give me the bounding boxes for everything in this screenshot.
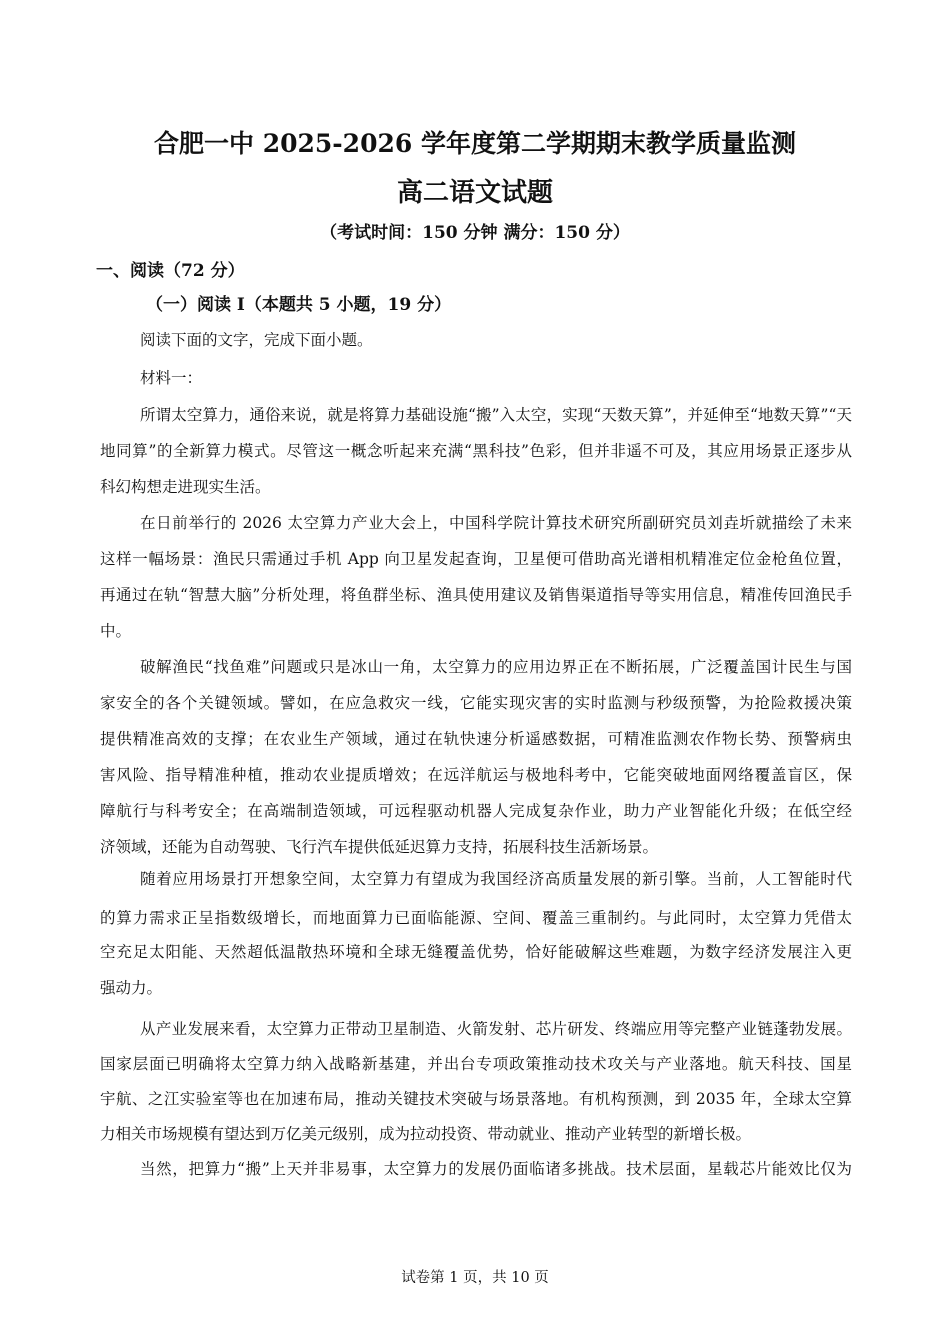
- paragraph-line: 当然，把算力“搬”上天并非易事，太空算力的发展仍面临诸多挑战。技术层面，星载芯片能效比仅为: [140, 1160, 852, 1178]
- paragraph-line: 提供精准高效的支撑；在农业生产领域，通过在轨快速分析遥感数据，可精准监测农作物长势、预警病虫: [100, 730, 852, 748]
- section-heading: 一、阅读（72 分）: [96, 261, 245, 281]
- material-label: 材料一：: [140, 369, 203, 387]
- exam-subtitle: 高二语文试题: [396, 178, 553, 208]
- paragraph-line: 中。: [100, 622, 132, 640]
- exam-info: （考试时间：150 分钟 满分：150 分）: [320, 223, 630, 243]
- paragraph-line: 破解渔民“找鱼难”问题或只是冰山一角，太空算力的应用边界正在不断拓展，广泛覆盖国计民生与国: [140, 658, 852, 676]
- paragraph-line: 这样一幅场景：渔民只需通过手机 App 向卫星发起查询，卫星便可借助高光谱相机精准定位金枪鱼位置，: [100, 550, 852, 568]
- page-footer: 试卷第 1 页，共 10 页: [401, 1270, 549, 1286]
- paragraph-line: 障航行与科考安全；在高端制造领域，可远程驱动机器人完成复杂作业，助力产业智能化升级；在低空经: [100, 802, 852, 820]
- paragraph-line: 的算力需求正呈指数级增长，而地面算力已面临能源、空间、覆盖三重制约。与此同时，太空算力凭借太: [100, 909, 852, 927]
- paragraph-line: 济领域，还能为自动驾驶、飞行汽车提供低延迟算力支持，拓展科技生活新场景。: [100, 838, 659, 856]
- paragraph-line: 害风险、指导精准种植，推动农业提质增效；在远洋航运与极地科考中，它能突破地面网络覆盖盲区，保: [100, 766, 852, 784]
- paragraph-line: 地同算”的全新算力模式。尽管这一概念听起来充满“黑科技”色彩，但并非遥不可及，其应用场景正逐步从: [100, 442, 852, 460]
- paragraph-line: 国家层面已明确将太空算力纳入战略新基建，并出台专项政策推动技术攻关与产业落地。航天科技、国星: [100, 1055, 852, 1073]
- exam-title: 合肥一中 2025-2026 学年度第二学期期末教学质量监测: [154, 129, 796, 158]
- paragraph-line: 再通过在轨“智慧大脑”分析处理，将鱼群坐标、渔具使用建议及销售渠道指导等实用信息，精准传回渔民手: [100, 586, 852, 604]
- paragraph-line: 空充足太阳能、天然超低温散热环境和全球无缝覆盖优势，恰好能破解这些难题，为数字经济发展注入更: [100, 943, 852, 961]
- paragraph-line: 所谓太空算力，通俗来说，就是将算力基础设施“搬”入太空，实现“天数天算”，并延伸至“地数天算”“天: [140, 406, 852, 424]
- paragraph-line: 家安全的各个关键领域。譬如，在应急救灾一线，它能实现灾害的实时监测与秒级预警，为抢险救援决策: [100, 694, 852, 712]
- paragraph-line: 力相关市场规模有望达到万亿美元级别，成为拉动投资、带动就业、推动产业转型的新增长极。: [100, 1125, 752, 1143]
- paragraph-line: 科幻构想走进现实生活。: [100, 478, 271, 496]
- subsection-heading: （一）阅读 I（本题共 5 小题，19 分）: [146, 295, 452, 315]
- paragraph-line: 在日前举行的 2026 太空算力产业大会上，中国科学院计算技术研究所副研究员刘垚圻就描绘了未来: [140, 514, 852, 532]
- paragraph-line: 宇航、之江实验室等也在加速布局，推动关键技术突破与场景落地。有机构预测，到 2035 年，全球太空算: [100, 1090, 852, 1108]
- paragraph-line: 从产业发展来看，太空算力正带动卫星制造、火箭发射、芯片研发、终端应用等完整产业链蓬勃发展。: [140, 1020, 852, 1038]
- paragraph-line: 强动力。: [100, 979, 163, 997]
- instruction-text: 阅读下面的文字，完成下面小题。: [140, 331, 373, 349]
- paragraph-line: 随着应用场景打开想象空间，太空算力有望成为我国经济高质量发展的新引擎。当前，人工智能时代: [140, 870, 852, 888]
